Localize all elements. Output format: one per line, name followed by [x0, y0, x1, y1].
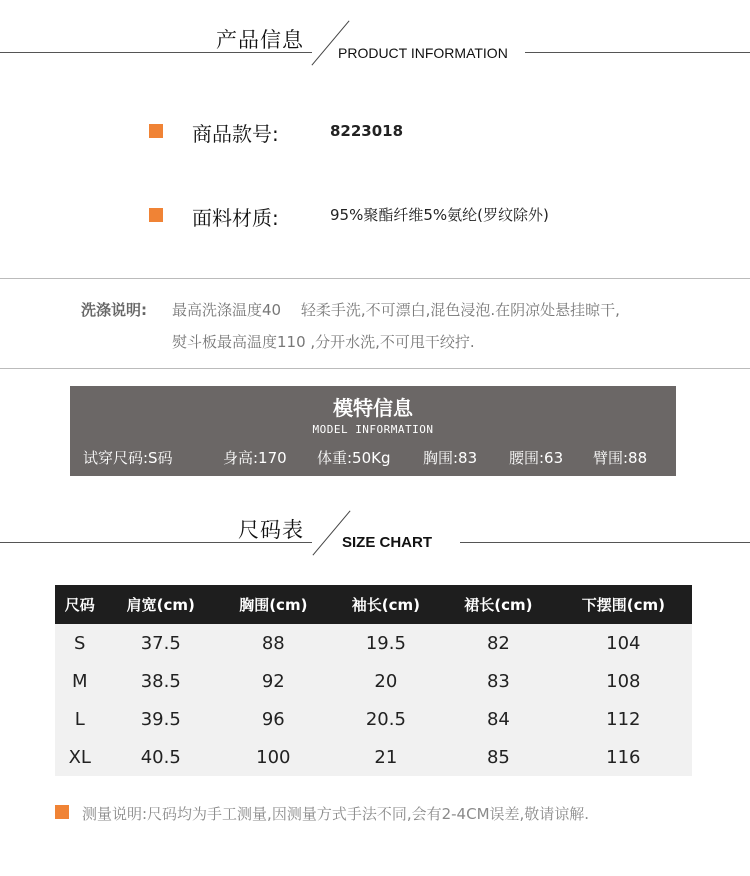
- table-cell: 96: [217, 700, 330, 738]
- style-no-bullet: [149, 124, 163, 138]
- table-cell: 85: [442, 738, 555, 776]
- model-weight: 体重:50Kg: [317, 449, 391, 467]
- size-chart-subtitle: SIZE CHART: [342, 534, 432, 551]
- table-cell: 88: [217, 624, 330, 662]
- header-skirt-length: 裙长(cm): [442, 585, 555, 624]
- table-cell: L: [55, 700, 105, 738]
- product-info-subtitle: PRODUCT INFORMATION: [338, 45, 508, 61]
- header-hem: 下摆围(cm): [555, 585, 692, 624]
- table-cell: XL: [55, 738, 105, 776]
- style-no-value: 8223018: [330, 122, 404, 140]
- table-cell: 20.5: [330, 700, 443, 738]
- wash-top-rule: [0, 278, 750, 279]
- table-cell: 104: [555, 624, 692, 662]
- table-cell: 82: [442, 624, 555, 662]
- model-info-box: [70, 386, 676, 476]
- model-chest: 胸围:83: [423, 449, 478, 467]
- table-cell: 92: [217, 662, 330, 700]
- table-cell: S: [55, 624, 105, 662]
- model-arm: 臂围:88: [593, 449, 648, 467]
- table-row: [55, 662, 692, 700]
- table-row: [55, 738, 692, 776]
- fabric-label: 面料材质:: [192, 206, 279, 230]
- size-table-header: [55, 585, 692, 624]
- measurement-note: 测量说明:尺码均为手工测量,因测量方式手法不同,会有2-4CM误差,敬请谅解.: [82, 805, 590, 823]
- fabric-value: 95%聚酯纤维5%氨纶(罗纹除外): [330, 206, 549, 224]
- header-chest: 胸围(cm): [217, 585, 330, 624]
- table-cell: 40.5: [105, 738, 218, 776]
- header-size: 尺码: [55, 585, 105, 624]
- wash-line-1: 最高洗涤温度40 轻柔手洗,不可漂白,混色浸泡.在阴凉处悬挂晾干,: [172, 301, 620, 319]
- table-cell: 100: [217, 738, 330, 776]
- model-height: 身高:170: [223, 449, 287, 467]
- wash-bottom-rule: [0, 368, 750, 369]
- table-cell: 116: [555, 738, 692, 776]
- model-waist: 腰围:63: [509, 449, 564, 467]
- table-row: [55, 700, 692, 738]
- table-cell: 38.5: [105, 662, 218, 700]
- table-cell: 39.5: [105, 700, 218, 738]
- size-table: [55, 585, 692, 776]
- size-rule-right: [460, 542, 750, 543]
- wash-line-2: 熨斗板最高温度110 ,分开水洗,不可甩干绞拧.: [172, 333, 475, 351]
- size-chart-title: 尺码表: [238, 518, 304, 542]
- model-info-title: 模特信息: [333, 396, 413, 420]
- product-info-title: 产品信息: [216, 28, 304, 52]
- table-cell: 21: [330, 738, 443, 776]
- table-cell: 20: [330, 662, 443, 700]
- header-shoulder: 肩宽(cm): [105, 585, 218, 624]
- wash-label: 洗涤说明:: [81, 301, 147, 319]
- table-cell: 112: [555, 700, 692, 738]
- header-sleeve: 袖长(cm): [330, 585, 443, 624]
- model-size: 试穿尺码:S码: [83, 449, 173, 467]
- header-rule-right: [525, 52, 750, 53]
- table-row: [55, 624, 692, 662]
- table-cell: M: [55, 662, 105, 700]
- style-no-label: 商品款号:: [192, 122, 279, 146]
- table-cell: 108: [555, 662, 692, 700]
- table-cell: 84: [442, 700, 555, 738]
- model-info-subtitle: MODEL INFORMATION: [312, 423, 434, 436]
- table-cell: 19.5: [330, 624, 443, 662]
- note-bullet: [55, 805, 69, 819]
- table-cell: 83: [442, 662, 555, 700]
- table-cell: 37.5: [105, 624, 218, 662]
- fabric-bullet: [149, 208, 163, 222]
